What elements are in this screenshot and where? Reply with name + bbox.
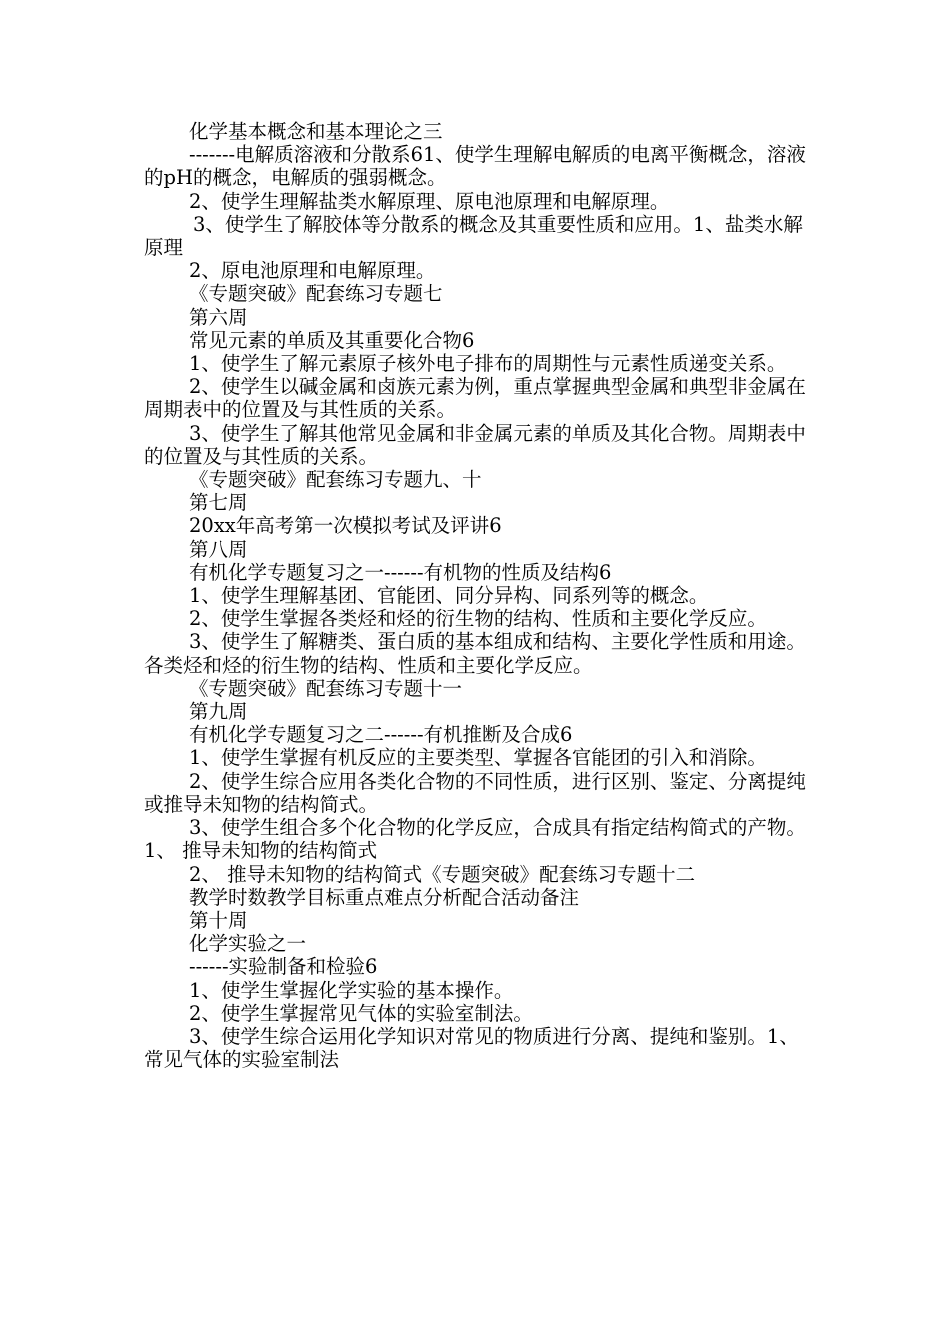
paragraph: 1、使学生掌握化学实验的基本操作。 xyxy=(189,978,514,1002)
paragraph: 2、使学生掌握常见气体的实验室制法。 xyxy=(189,1001,533,1025)
paragraph: 3、使学生了解糖类、蛋白质的基本组成和结构、主要化学性质和用途。各类烃和烃的衍生物的结构、性质和主要化学反应。 xyxy=(144,630,806,677)
paragraph: 有机化学专题复习之二------有机推断及合成6 xyxy=(189,723,573,747)
paragraph: 1、使学生理解基团、官能团、同分异构、同系列等的概念。 xyxy=(189,584,709,608)
paragraph-title: 化学基本概念和基本理论之三 xyxy=(189,120,443,143)
week-heading: 第九周 xyxy=(189,700,248,724)
paragraph: 2、原电池原理和电解原理。 xyxy=(189,259,436,283)
paragraph: 《专题突破》配套练习专题十一 xyxy=(189,676,463,700)
week-heading: 第十周 xyxy=(189,908,248,932)
paragraph: 化学实验之一 xyxy=(189,932,307,956)
document-body xyxy=(144,120,808,1071)
week-heading: 第七周 xyxy=(189,491,248,515)
paragraph: 《专题突破》配套练习专题七 xyxy=(189,282,443,306)
paragraph: 3、使学生组合多个化合物的化学反应，合成具有指定结构简式的产物。1、 推导未知物的结构简式 xyxy=(144,816,806,863)
paragraph: 常见元素的单质及其重要化合物6 xyxy=(189,328,475,352)
week-heading: 第六周 xyxy=(189,305,248,329)
paragraph: 3、使学生了解其他常见金属和非金属元素的单质及其化合物。周期表中的位置及与其性质的关系。 xyxy=(144,421,806,468)
paragraph: -------电解质溶液和分散系61、使学生理解电解质的电离平衡概念，溶液的pH的概念，电解质的强弱概念。 xyxy=(144,143,806,190)
paragraph: 1、使学生了解元素原子核外电子排布的周期性与元素性质递变关系。 xyxy=(189,352,787,376)
paragraph: 3、使学生综合运用化学知识对常见的物质进行分离、提纯和鉴别。1、常见气体的实验室制法 xyxy=(144,1024,799,1072)
paragraph: 2、使学生理解盐类水解原理、原电池原理和电解原理。 xyxy=(189,189,670,213)
paragraph: ------实验制备和检验6 xyxy=(189,955,378,979)
paragraph: 1、使学生掌握有机反应的主要类型、掌握各官能团的引入和消除。 xyxy=(189,746,767,770)
paragraph: 2、 推导未知物的结构简式《专题突破》配套练习专题十二 xyxy=(189,862,696,886)
paragraph: 2、使学生综合应用各类化合物的不同性质，进行区别、鉴定、分离提纯或推导未知物的结构简式。 xyxy=(144,769,806,816)
paragraph: 《专题突破》配套练习专题九、十 xyxy=(189,468,482,492)
paragraph: 3、使学生了解胶体等分散系的概念及其重要性质和应用。1、盐类水解原理 xyxy=(144,212,803,260)
week-heading: 第八周 xyxy=(189,537,248,561)
paragraph: 教学时数教学目标重点难点分析配合活动备注 xyxy=(189,885,580,909)
paragraph: 20xx年高考第一次模拟考试及评讲6 xyxy=(189,514,502,538)
paragraph: 有机化学专题复习之一------有机物的性质及结构6 xyxy=(189,560,612,584)
paragraph: 2、使学生以碱金属和卤族元素为例，重点掌握典型金属和典型非金属在周期表中的位置及与其性质的关系。 xyxy=(144,375,806,422)
paragraph: 2、使学生掌握各类烃和烃的衍生物的结构、性质和主要化学反应。 xyxy=(189,607,767,631)
